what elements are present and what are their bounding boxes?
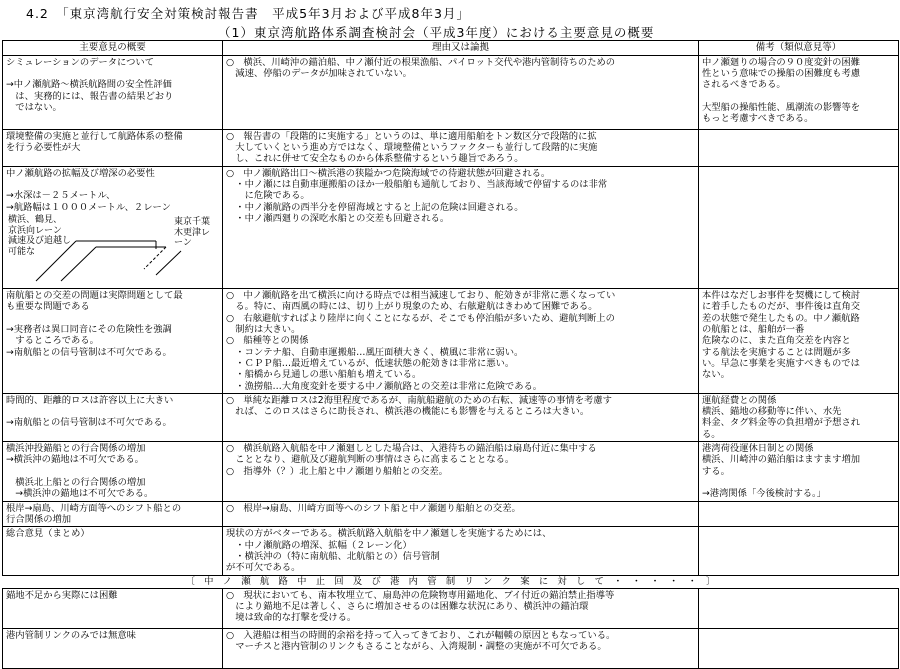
cell-line: が不可欠である。: [226, 562, 301, 574]
remarks-cell: [699, 288, 899, 393]
remarks-cell: [699, 628, 899, 668]
cell-line: に着手したものだが、事件後は直角交: [702, 301, 861, 313]
section-title: （1）東京湾航路体系調査検討会（平成3年度）における主要意見の概要: [218, 25, 655, 40]
separator-text: 〔 中 ノ 瀬 航 路 中 止 回 及 び 港 内 管 制 リ ン ク 案 に 対 し て ・ ・ ・ ・ ・ 〕: [3, 575, 899, 588]
main-opinion-cell: [3, 166, 223, 288]
header-remarks: 備考（類似意見等）: [699, 41, 899, 56]
cell-line: ○ 中ノ瀬航路出口～横浜港の狭隘かつ危険海域での待避状態が回避される。: [226, 167, 551, 179]
cell-line: し、これに併せて安全なものから体系整備するという趣旨であろう。: [226, 153, 524, 165]
cell-line: に危険である。: [226, 190, 310, 202]
reason-cell: [223, 628, 699, 668]
cell-line: 総合意見（まとめ）: [6, 528, 90, 540]
cell-line: →水深は－２５メートル、: [6, 190, 116, 202]
table-row: [3, 628, 899, 668]
table-row: [3, 288, 899, 393]
report-title: 4.2 「東京湾航行安全対策検討報告書 平成5年3月および平成8年3月」: [26, 6, 470, 21]
cell-line: ○ 右舷避航すればより陸岸に向くことになるが、そこでも停泊船が多いため、避航判断上の: [226, 312, 615, 324]
reason-cell: [223, 288, 699, 393]
main-opinion-cell: [3, 288, 223, 393]
cell-line: 時間的、距離的ロスは許容以上に大きい: [6, 394, 174, 406]
remarks-cell: [699, 55, 899, 129]
opinions-table: [2, 40, 899, 669]
cell-line: するところである。: [6, 335, 99, 347]
cell-line: [702, 477, 895, 488]
cell-line: →航路幅は１０００メートル、２レーン: [6, 201, 171, 213]
lane-diagram: [6, 215, 219, 287]
cell-line: 横浜沖投錨船との行合関係の増加: [6, 443, 146, 455]
header-reason: 理由又は論拠: [223, 41, 699, 56]
table-row: [3, 55, 899, 129]
remarks-cell: [699, 393, 899, 441]
reason-cell: [223, 527, 699, 575]
remarks-cell: [699, 129, 899, 166]
cell-line: ・船橋から見通しの悪い船舶も増えている。: [226, 369, 422, 381]
cell-line: を行う必要性が大: [6, 141, 81, 153]
cell-line: ・中ノ瀬西廻りの深吃水船との交差も回避される。: [226, 212, 450, 224]
cell-line: ・横浜沖の（特に南航船、北航船との）信号管制: [226, 551, 440, 563]
header-main-opinion: 主要意見の概要: [3, 41, 223, 56]
cell-line: は、実務的には、報告書の結果どおり: [6, 90, 174, 102]
cell-line: ・中ノ瀬航路の西半分を停留海域とすると上記の危険は回避される。: [226, 201, 524, 213]
cell-line: 根岸→扇島、川崎方面等へのシフト船との: [6, 502, 182, 514]
cell-line: ○ 報告書の「段階的に実施する」というのは、単に適用船舶をトン数区分で段階的に拡: [226, 130, 597, 142]
cell-line: こととなり、避航及び避航判断の事情はさらに高まることとなる。: [226, 454, 515, 466]
cell-line: ○ 横浜、川崎沖の錨泊船、中ノ瀬付近の根果漁船、パイロット交代や港内管制待ちのための: [226, 56, 616, 68]
cell-line: 差の状態で発生したもの。中ノ瀬航路: [702, 312, 860, 324]
cell-line: も重要な問題である: [6, 301, 90, 313]
reason-cell: [223, 501, 699, 527]
remarks-cell: [699, 442, 899, 502]
remarks-cell: [699, 527, 899, 575]
main-opinion-cell: [3, 628, 223, 668]
cell-line: 港内管制リンクのみでは無意味: [6, 629, 136, 641]
table-header-row: [3, 41, 899, 56]
cell-line: ・漁撈船…大角度変針を要する中ノ瀬航路との交差は非常に危険である。: [226, 380, 543, 392]
cell-line: →中ノ瀬航路～横浜航路間の安全性評価: [6, 79, 172, 91]
cell-line: →南航船との信号管制は不可欠である。: [6, 346, 172, 358]
reason-cell: [223, 129, 699, 166]
reason-cell: [223, 166, 699, 288]
cell-line: 現状の方がベターである。横浜航路入航船を中ノ瀬廻しを実施するためには、: [226, 528, 552, 540]
table-row: [3, 166, 899, 288]
cell-line: ・中ノ瀬には自動車運搬船のほか一般船舶も通航しており、当該海域で停留するのは非常: [226, 178, 608, 190]
diagram-left-label: 横浜、鶴見、 京浜向レーン 減速及び追越し 可能な: [8, 214, 72, 258]
cell-line: 横浜北上船との行合関係の増加: [6, 477, 146, 489]
table-row: [3, 501, 899, 527]
cell-line: ○ 現状においても、南本牧埋立て、扇島沖の危険物専用錨地化、ブイ付近の錨泊禁止指導等: [226, 589, 615, 601]
cell-line: ○ 中ノ瀬航路を出て横浜に向ける時点では相当減速しており、舵効きが非常に悪くなってい: [226, 289, 616, 301]
cell-line: ・ＣＰＰ船…最近増えているが、低速状態の舵効きは非常に悪い。: [226, 357, 515, 369]
cell-line: →港湾関係「今後検討する。」: [702, 488, 826, 500]
cell-line: [6, 68, 219, 79]
remarks-cell: [699, 166, 899, 288]
cell-line: い。早急に事業を実施すべきものでは: [702, 357, 860, 369]
cell-line: ○ 単純な距離ロスは2海里程度であるが、南航船避航のための右転、減速等の事情を考慮す: [226, 394, 612, 406]
cell-line: ・コンテナ船、自動車運搬船…風圧面積大きく、横風に非常に弱い。: [226, 346, 524, 358]
cell-line: [6, 466, 219, 477]
table-row: [3, 393, 899, 441]
table-row: [3, 442, 899, 502]
reason-cell: [223, 442, 699, 502]
cell-line: ではない。: [6, 101, 62, 113]
cell-line: →南航船との信号管制は不可欠である。: [6, 417, 172, 429]
cell-line: 危険なのに、また直角交差を内容と: [702, 335, 851, 347]
cell-line: 境は致命的な打撃を受ける。: [226, 612, 357, 624]
cell-line: 港湾荷役運休日制との関係: [702, 443, 814, 455]
cell-line: →横浜沖の錨地は不可欠である。: [6, 454, 144, 466]
cell-line: 中ノ瀬航路の拡幅及び増深の必要性: [6, 167, 155, 179]
cell-line: る。特に、南西風の時には、切り上がり現象のため、右舷避航はきわめて困難である。: [226, 301, 598, 313]
remarks-cell: [699, 588, 899, 628]
cell-line: る。: [702, 428, 721, 440]
cell-line: 料金、タグ料金等の負担増が予想され: [702, 417, 861, 429]
cell-line: 南航船との交差の問題は実際問題として最: [6, 289, 183, 301]
table-row: [3, 527, 899, 575]
cell-line: [702, 91, 895, 102]
cell-line: 錨地不足から実際には困難: [6, 589, 118, 601]
cell-line: 本件はなだしお事件を契機にして検討: [702, 289, 861, 301]
cell-line: されるべきである。: [702, 79, 786, 91]
diagram-right-label: 東京千葉木更津レーン: [174, 216, 211, 249]
cell-line: 減速、停船のデータが加味されていない。: [226, 67, 412, 79]
main-opinion-cell: [3, 501, 223, 527]
cell-line: 横浜、錨地の移動等に伴い、水先: [702, 406, 842, 418]
reason-cell: [223, 55, 699, 129]
cell-line: →横浜沖の錨地は不可欠である。: [6, 488, 154, 500]
cell-line: 大していくという進め方ではなく、環境整備というファクターも並行して段階的に実施: [226, 141, 598, 153]
cell-line: シミュレーションのデータについて: [6, 56, 155, 68]
cell-line: 行合関係の増加: [6, 514, 72, 526]
cell-line: 運航経費との関係: [702, 394, 777, 406]
cell-line: 大型船の操船性能、風潮流の影響等を: [702, 101, 861, 113]
cell-line: ○ 指導外（？）北上船と中ノ瀬廻り船舶との交差。: [226, 465, 448, 477]
cell-line: [6, 406, 219, 417]
cell-line: 性という意味での操船の困難度も考慮: [702, 67, 861, 79]
cell-line: マーチスと港内管制のリンクもさることながら、入湾規制・調整の実施が不可欠である。: [226, 641, 607, 653]
main-opinion-cell: [3, 588, 223, 628]
cell-line: ○ 根岸→扇島、川崎方面等へのシフト船と中ノ瀬廻り船舶との交差。: [226, 502, 521, 514]
remarks-cell: [699, 501, 899, 527]
cell-line: 制約は大きい。: [226, 323, 301, 335]
main-opinion-cell: [3, 129, 223, 166]
cell-line: [6, 179, 219, 190]
cell-line: 中ノ瀬廻りの場合の９０度変針の困難: [702, 56, 861, 68]
cell-line: [6, 313, 219, 324]
reason-cell: [223, 393, 699, 441]
cell-line: ○ 入港船は相当の時間的余裕を持って入ってきており、これが輻輳の原因ともなっている。: [226, 629, 616, 641]
cell-line: する航法を実施することは問題が多: [702, 346, 851, 358]
cell-line: により錨地不足は著しく、さらに増加させるのは困難な状況にあり、横浜沖の錨泊環: [226, 601, 589, 613]
cell-line: →実務者は異口同音にその危険性を強調: [6, 323, 172, 335]
main-opinion-cell: [3, 442, 223, 502]
cell-line: の航船とは、船舶が一番: [702, 323, 805, 335]
cell-line: れば、このロスはさらに助長され、横浜港の機能にも影響を与えるところは大きい。: [226, 406, 590, 418]
table-row: [3, 588, 899, 628]
cell-line: もっと考慮すべきである。: [702, 113, 814, 125]
main-opinion-cell: [3, 55, 223, 129]
reason-cell: [223, 588, 699, 628]
cell-line: 環境整備の実施と並行して航路体系の整備: [6, 130, 183, 142]
cell-line: ・中ノ瀬航路の増深、拡幅（２レーン化）: [226, 539, 412, 551]
table-row: [3, 129, 899, 166]
cell-line: ○ 横浜航路入航船を中ノ瀬廻しとした場合は、入港待ちの錨泊船は扇島付近に集中する: [226, 443, 597, 455]
main-opinion-cell: [3, 527, 223, 575]
cell-line: する。: [702, 465, 730, 477]
cell-line: 横浜、川崎沖の錨泊船はますます増加: [702, 454, 861, 466]
cell-line: ない。: [702, 369, 730, 381]
cell-line: ○ 船種等との関係: [226, 335, 309, 347]
main-opinion-cell: [3, 393, 223, 441]
